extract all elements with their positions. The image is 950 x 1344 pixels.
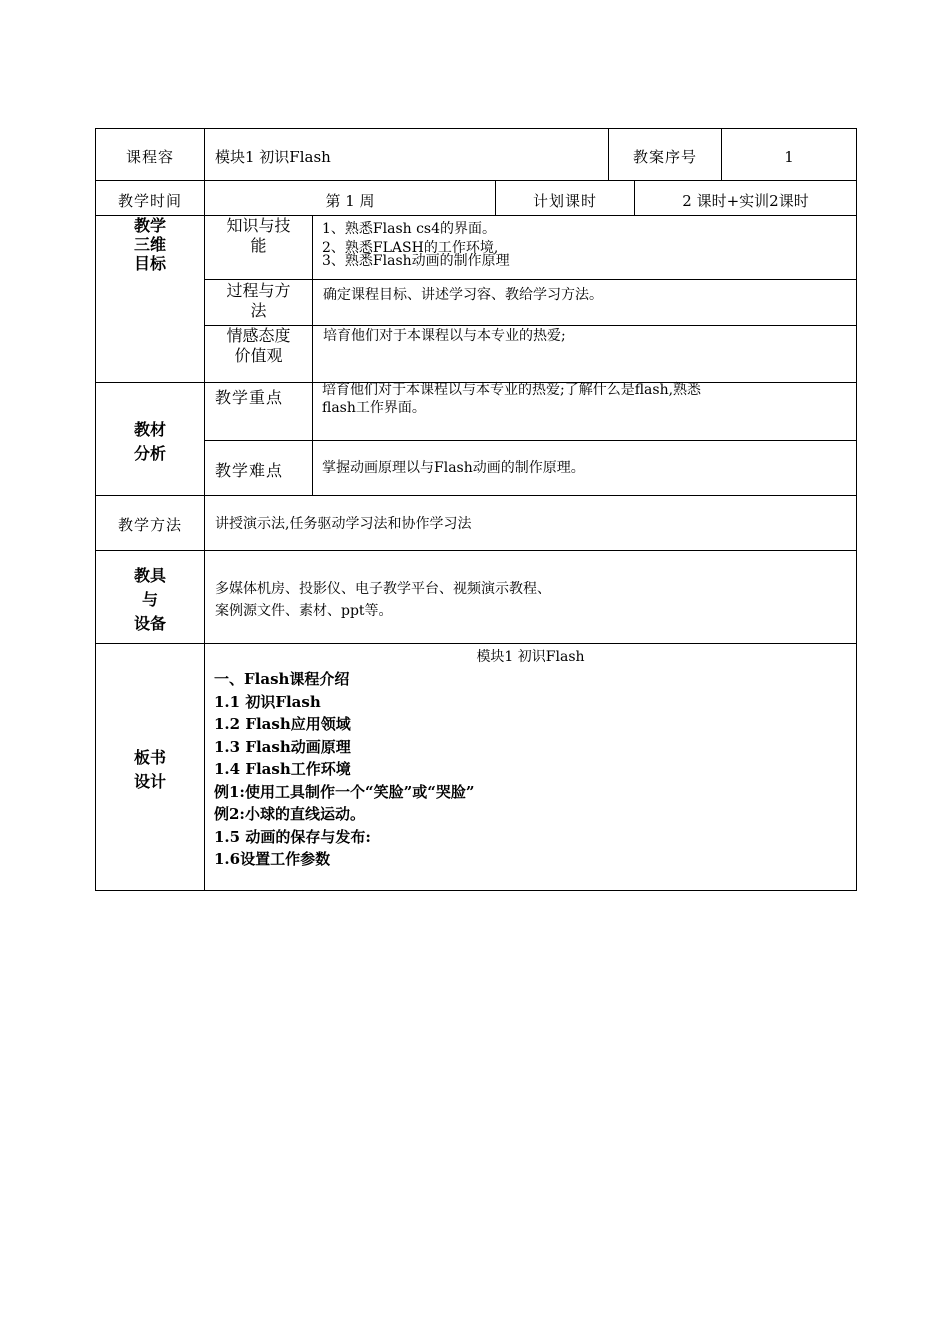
difficulty-label: 教学难点	[215, 461, 284, 480]
knowledge-items	[322, 221, 510, 270]
method-label: 教学方法	[117, 516, 182, 534]
board-line: 1.3 Flash动画原理	[214, 737, 351, 756]
goals-title: 教学 三维 目标	[133, 216, 166, 273]
table-border-right	[856, 128, 857, 891]
knowledge-label: 知识与技 能	[226, 216, 291, 255]
seq-value: 1	[784, 148, 794, 166]
goals-sub-divider	[312, 215, 313, 383]
knowledge-item: 3、熟悉Flash动画的制作原理	[322, 253, 510, 269]
material-row-divider	[204, 440, 857, 441]
difficulty-value: 掌握动画原理以与Flash动画的制作原理。	[322, 460, 585, 476]
material-title: 教材 分析	[133, 420, 166, 463]
method-value: 讲授演示法,任务驱动学习法和协作学习法	[215, 516, 472, 532]
row-divider	[95, 180, 857, 181]
board-line: 1.5 动画的保存与发布:	[214, 827, 371, 846]
process-label: 过程与方 法	[226, 281, 291, 320]
board-line: 一、Flash课程介绍	[214, 670, 350, 688]
row-divider	[95, 495, 857, 496]
equipment-value: 多媒体机房、投影仪、电子教学平台、视频演示教程、 案例源文件、素材、ppt等。	[215, 581, 551, 619]
board-line: 例2:小球的直线运动。	[214, 805, 365, 823]
board-title: 板书 设计	[133, 748, 166, 791]
emotion-value: 培育他们对于本课程以与本专业的热爱;	[323, 328, 566, 344]
table-border-bottom	[95, 890, 857, 891]
plan-label: 计划课时	[532, 192, 597, 210]
board-line: 1.4 Flash工作环境	[214, 760, 351, 778]
row-divider	[95, 643, 857, 644]
board-line: 例1:使用工具制作一个“笑脸”或“哭脸”	[214, 782, 475, 801]
equipment-title: 教具 与 设备	[133, 566, 166, 633]
emotion-label: 情感态度 价值观	[226, 326, 291, 365]
process-value: 确定课程目标、讲述学习容、教给学习方法。	[323, 287, 603, 303]
row-divider	[95, 550, 857, 551]
key-label: 教学重点	[215, 388, 284, 407]
time-label: 教学时间	[117, 192, 182, 210]
seq-label: 教案序号	[632, 148, 697, 166]
course-label: 课程容	[125, 148, 174, 166]
plan-value: 2 课时+实训2课时	[682, 192, 809, 210]
knowledge-item: 2、熟悉FLASH的工作环境,	[322, 240, 499, 256]
board-line: 1.6设置工作参数	[214, 850, 331, 868]
knowledge-item: 1、熟悉Flash cs4的界面。	[322, 221, 497, 237]
board-heading: 模块1 初识Flash	[476, 649, 585, 665]
material-sub-divider	[312, 382, 313, 496]
board-line: 1.2 Flash应用领域	[214, 715, 351, 733]
table-border-top	[95, 128, 857, 129]
board-line: 1.1 初识Flash	[214, 692, 321, 711]
goals-row-divider	[204, 279, 857, 280]
course-value: 模块1 初识Flash	[215, 148, 331, 166]
key-value: 培育他们对于本课程以与本专业的热爱;了解什么是flash,熟悉 flash工作界面。	[322, 382, 702, 416]
time-value: 第 1 周	[325, 192, 375, 210]
board-outline	[214, 668, 475, 871]
